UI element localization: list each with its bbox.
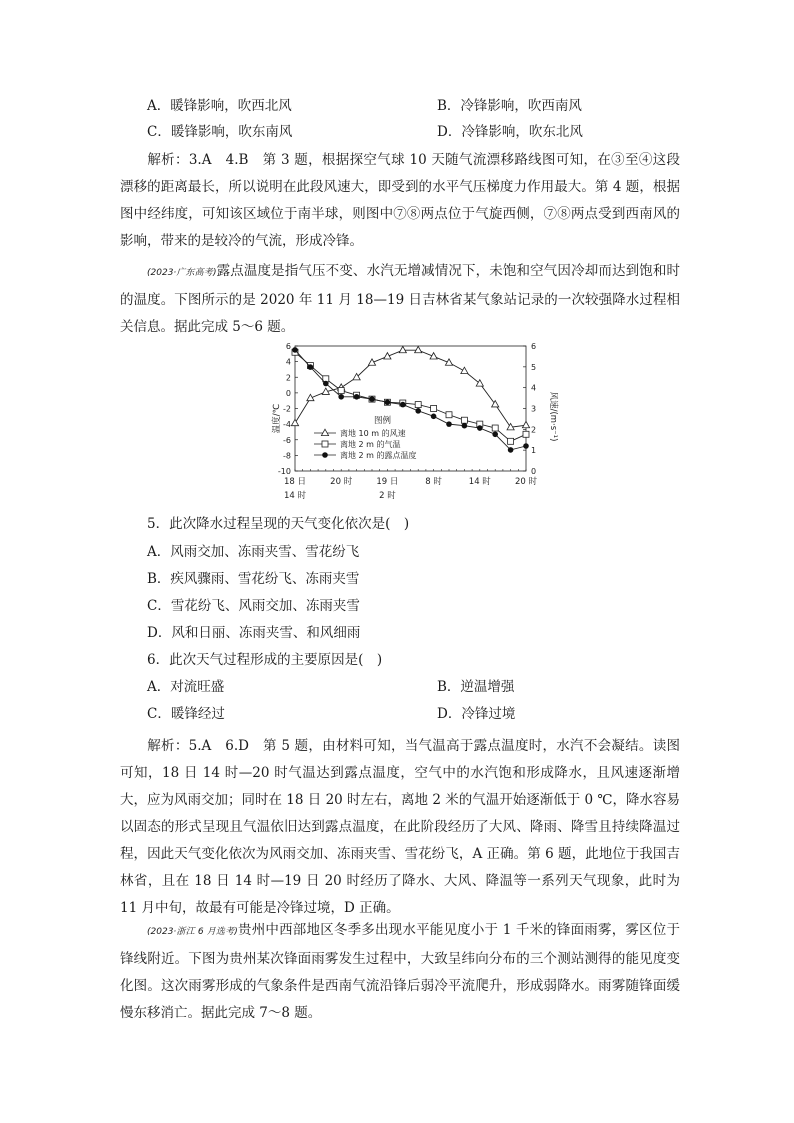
x-tick-label: 8 时 — [425, 477, 442, 487]
point-triangle — [522, 421, 529, 427]
q34-option-a: A．暖锋影响，吹西北风 — [147, 98, 292, 114]
left-tick-label: 2 — [285, 373, 291, 383]
point-dot — [400, 402, 406, 408]
right-tick-label: 0 — [531, 467, 537, 476]
point-dot — [477, 425, 483, 431]
point-square — [446, 412, 452, 418]
q5-stem: 5．此次降水过程呈现的天气变化依次是( ) — [147, 516, 410, 532]
q6-option-a: A．对流旺盛 — [147, 679, 225, 695]
point-dot — [462, 423, 468, 429]
legend-label: 离地 2 m 的气温 — [340, 440, 401, 449]
right-tick-label: 4 — [531, 383, 537, 393]
left-tick-label: -8 — [283, 451, 291, 461]
source-tag: (2023·广东高考) — [147, 268, 217, 278]
point-square — [492, 425, 498, 431]
q6-option-b: B．逆温增强 — [437, 679, 515, 695]
x-tick-label: 18 日 — [283, 477, 307, 487]
legend-title: 图例 — [374, 416, 392, 426]
point-triangle — [415, 346, 422, 352]
right-tick-label: 3 — [531, 404, 537, 414]
point-triangle — [399, 346, 406, 352]
point-triangle — [291, 419, 298, 425]
weather-line-chart — [270, 338, 560, 504]
point-dot — [492, 431, 498, 437]
point-dot — [323, 381, 329, 387]
x-tick-label: 14 时 — [468, 477, 491, 487]
q6-option-d: D．冷锋过境 — [437, 706, 516, 722]
material-q7-q8-text: 贵州中西部地区冬季多出现水平能见度小于 1 千米的锋面雨雾，雾区位于锋线附近。下图为贵州某次锋面雨雾发生过程中，大致呈纬向分布的三个测站测得的能见度变化图。这次雨雾形成的气象条件是西南气流沿锋后弱冷平流爬升，形成弱降水。雨雾随锋面缓慢东移消亡。据此完成 7～8 题。 — [120, 922, 680, 1021]
point-square — [508, 438, 514, 444]
analysis-q3-q4 — [120, 147, 680, 255]
point-dot — [431, 414, 437, 420]
point-dot — [308, 364, 314, 370]
x-tick-label: 19 日 — [376, 477, 399, 487]
series-line-dot — [295, 350, 526, 450]
q34-option-c: C．暖锋影响，吹东南风 — [147, 124, 293, 140]
q6-option-c: C．暖锋经过 — [147, 706, 225, 722]
right-axis-label: 风速/(m·s⁻¹) — [548, 391, 558, 442]
source-tag: (2023·浙江 6 月选考) — [147, 927, 238, 937]
legend-marker-triangle — [321, 429, 328, 435]
right-tick-label: 1 — [531, 446, 537, 456]
legend-label: 离地 2 m 的露点温度 — [340, 451, 417, 460]
q5-option-b: B．疾风骤雨、雪花纷飞、冻雨夹雪 — [147, 571, 360, 587]
analysis-q5-q6 — [120, 733, 680, 922]
left-tick-label: -10 — [277, 467, 291, 476]
analysis-q5-q6-text: 解析：5.A 6.D 第 5 题，由材料可知，当气温高于露点温度时，水汽不会凝结。读图可知，18 日 14 时—20 时气温达到露点温度，空气中的水汽饱和形成降水，且风速逐渐增大，应为风雨交加；同时在 18 日 20 时左右，离地 2 米的气温开始逐渐低于 0 ℃，降水容易以固态的形式呈现且气温依旧达到露点温度，在此阶段经历了大风、降雨、降雪且持续降温过程，因此天气变化依次为风雨交加、冻雨夹雪、雪花纷飞，A 正确。第 6 题，此地位于我国吉林省，且在 18 日 14 时—19 日 20 时经历了降水、大风、降温等一系列天气现象，此时为 11 月中旬，故最有可能是冷锋过境，D 正确。 — [120, 738, 680, 916]
right-tick-label: 5 — [531, 362, 537, 372]
right-tick-label: 2 — [531, 425, 537, 435]
point-square — [415, 402, 421, 408]
point-square — [523, 431, 529, 437]
material-q5-q6 — [120, 258, 680, 341]
x-tick-label-line2: 2 时 — [379, 491, 396, 501]
left-tick-label: -4 — [283, 420, 291, 430]
left-tick-label: 6 — [285, 342, 291, 351]
legend-marker-square — [322, 441, 328, 447]
point-dot — [446, 421, 452, 427]
point-triangle — [461, 367, 468, 373]
point-dot — [338, 394, 344, 400]
point-dot — [369, 396, 375, 402]
point-dot — [523, 443, 529, 449]
x-tick-label-line2: 14 时 — [283, 491, 307, 501]
point-dot — [292, 347, 298, 353]
q6-stem: 6．此次天气过程形成的主要原因是( ) — [147, 652, 383, 668]
point-triangle — [476, 380, 483, 386]
legend-marker-dot — [322, 452, 328, 458]
left-tick-label: 0 — [285, 388, 291, 398]
left-tick-label: -6 — [283, 435, 291, 445]
x-tick-label: 20 时 — [514, 477, 538, 487]
series-line-square — [295, 352, 526, 441]
point-square — [461, 417, 467, 423]
left-tick-label: 4 — [285, 357, 291, 367]
q5-option-c: C．雪花纷飞、风雨交加、冻雨夹雪 — [147, 598, 360, 614]
point-square — [338, 388, 344, 394]
point-dot — [508, 447, 514, 453]
material-q5-q6-text: 露点温度是指气压不变、水汽无增减情况下，未饱和空气因冷却而达到饱和时的温度。下图所示的是 2020 年 11 月 18—19 日吉林省某气象站记录的一次较强降水过程相关信息。据此完成 5～6 题。 — [120, 263, 681, 335]
material-q7-q8 — [120, 917, 680, 1027]
legend-label: 离地 10 m 的风速 — [340, 429, 406, 438]
left-axis-label: 温度/℃ — [272, 403, 282, 434]
point-square — [431, 406, 437, 412]
q5-option-d: D．风和日丽、冻雨夹雪、和风细雨 — [147, 625, 361, 641]
analysis-q3-q4-text: 解析：3.A 4.B 第 3 题，根据探空气球 10 天随气流漂移路线图可知，在③至④这段漂移的距离最长，所以说明在此段风速大，即受到的水平气压梯度力作用最大。第 4 题，根据图中经纬度，可知该区域位于南半球，则图中⑦⑧两点位于气旋西侧，⑦⑧两点受到西南风的影响，带来的是较冷的气流，形成冷锋。 — [120, 152, 680, 249]
series-line-triangle — [295, 350, 526, 427]
point-dot — [354, 394, 360, 400]
q34-option-b: B．冷锋影响，吹西南风 — [437, 98, 582, 114]
q34-option-d: D．冷锋影响，吹东北风 — [437, 124, 583, 140]
x-tick-label: 20 时 — [330, 477, 353, 487]
q5-option-a: A．风雨交加、冻雨夹雪、雪花纷飞 — [147, 544, 360, 560]
left-tick-label: -2 — [283, 404, 291, 414]
right-tick-label: 6 — [531, 342, 537, 351]
point-dot — [385, 399, 391, 405]
point-dot — [415, 408, 421, 414]
